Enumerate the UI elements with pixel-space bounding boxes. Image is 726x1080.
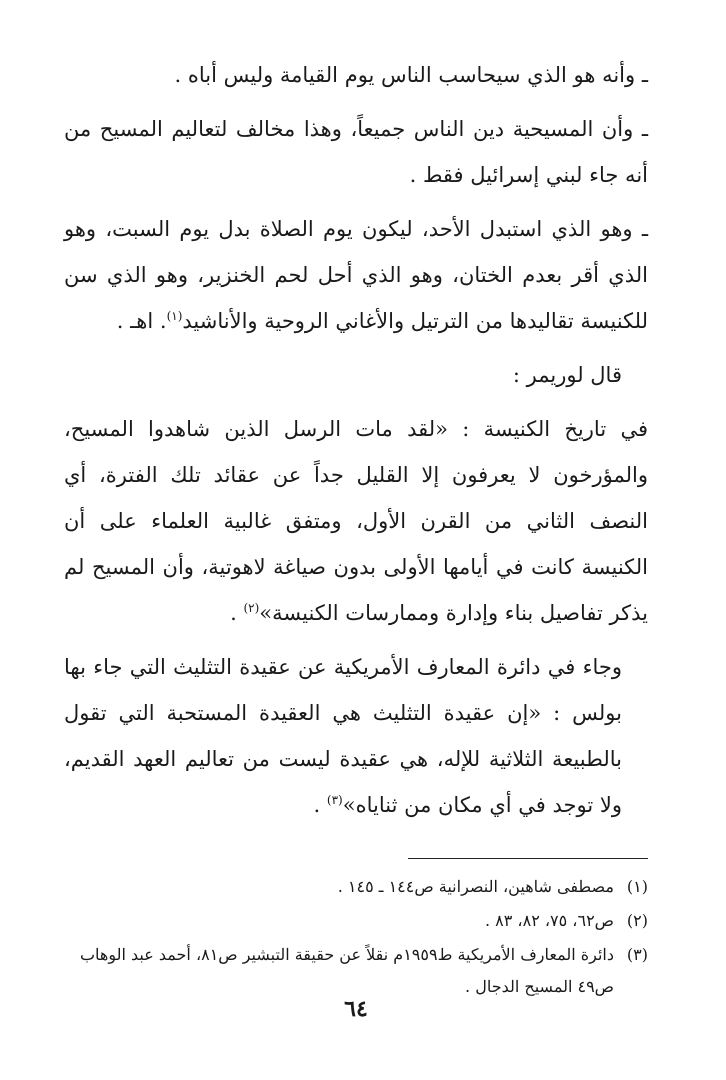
paragraph-6-text: وجاء في دائرة المعارف الأمريكية عن عقيدة التثليث التي جاء بها بولس : «إن عقيدة التثليث هي العقيدة المستحبة التي تقول بالطبيعة الثلاثية للإله، هي عقيدة ليست من تعاليم العهد القديم، ولا توجد في أي مكان من ثناياه» [64, 655, 622, 817]
footnotes [64, 871, 648, 1003]
footnote-ref-3[interactable]: (٣) [326, 793, 343, 807]
paragraph-3 [64, 206, 648, 344]
book-page [64, 52, 648, 1080]
footnote-number: (٢) [626, 911, 648, 930]
footnote-separator [408, 858, 648, 859]
paragraph-2: ـ وأن المسيحية دين الناس جميعاً، وهذا مخالف لتعاليم المسيح من أنه جاء لبني إسرائيل فقط . [64, 117, 648, 187]
footnote-number: (١) [626, 877, 648, 896]
footnote-ref-1[interactable]: (١) [166, 309, 183, 323]
footnote-item [64, 939, 648, 1003]
footnote-item [64, 905, 648, 937]
paragraph-4: قال لوريمر : [512, 363, 622, 387]
footnote-text: ص٦٢، ٧٥، ٨٢، ٨٣ . [484, 911, 614, 930]
page-number: ٦٤ [344, 996, 368, 1022]
paragraph-6 [64, 644, 648, 828]
footnote-text: دائرة المعارف الأمريكية ط١٩٥٩م نقلاً عن حقيقة التبشير ص٨١، أحمد عبد الوهاب ص٤٩ المسيح الدجال . [79, 945, 614, 996]
paragraph-1: ـ وأنه هو الذي سيحاسب الناس يوم القيامة وليس أباه . [174, 63, 648, 87]
paragraph-5 [64, 406, 648, 636]
paragraph-3-tail: . اهـ . [116, 309, 167, 333]
footnote-ref-2[interactable]: (٢) [243, 601, 260, 615]
footnote-number: (٣) [626, 945, 648, 964]
main-text [64, 52, 648, 828]
footnote-item [64, 871, 648, 903]
paragraph-6-tail: . [313, 793, 327, 817]
footnote-text: مصطفى شاهين، النصرانية ص١٤٤ ـ ١٤٥ . [337, 877, 614, 896]
paragraph-5-text: في تاريخ الكنيسة : «لقد مات الرسل الذين شاهدوا المسيح، والمؤرخون لا يعرفون إلا القليل جداً عن عقائد تلك الفترة، أي النصف الثاني من القرن الأول، ومتفق غالبية العلماء على أن الكنيسة كانت في أيامها الأولى بدون صياغة لاهوتية، وأن المسيح لم يذكر تفاصيل بناء وإدارة وممارسات الكنيسة» [64, 417, 648, 625]
paragraph-5-tail: . [230, 601, 244, 625]
paragraph-3-text: ـ وهو الذي استبدل الأحد، ليكون يوم الصلاة بدل يوم السبت، وهو الذي أقر بعدم الختان، وهو الذي أحل لحم الخنزير، وهو الذي سن للكنيسة تقاليدها من الترتيل والأغاني الروحية والأناشيد [64, 217, 648, 333]
